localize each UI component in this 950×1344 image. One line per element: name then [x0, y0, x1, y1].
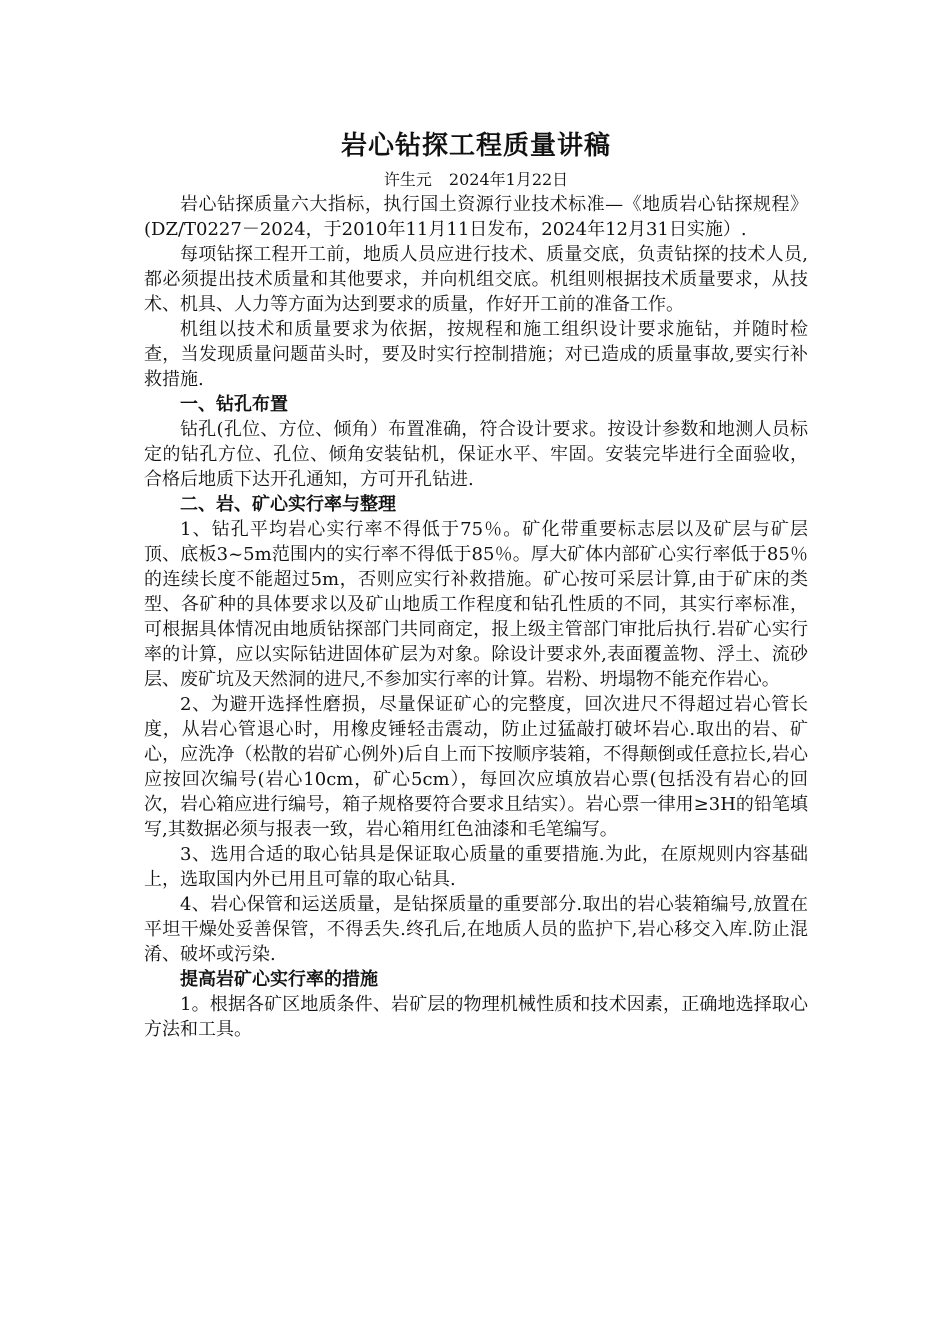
body-paragraph: 每项钻探工程开工前，地质人员应进行技术、质量交底，负责钻探的技术人员,都必须提出技术质量和其他要求，并向机组交底。机组则根据技术质量要求，从技术、机具、人力等方面为达到要求的质量，作好开工前的准备工作。	[144, 244, 808, 315]
body-paragraph: 3、选用合适的取心钻具是保证取心质量的重要措施.为此，在原规则内容基础上，选取国内外已用且可靠的取心钻具.	[144, 844, 808, 890]
body-paragraph: 1。根据各矿区地质条件、岩矿层的物理机械性质和技术因素，正确地选择取心方法和工具。	[144, 994, 808, 1040]
body-paragraph: 4、岩心保管和运送质量，是钻探质量的重要部分.取出的岩心装箱编号,放置在平坦干燥处妥善保管，不得丢失.终孔后,在地质人员的监护下,岩心移交入库.防止混淆、破坏或污染.	[144, 894, 808, 965]
body-paragraph: 机组以技术和质量要求为依据，按规程和施工组织设计要求施钻，并随时检查，当发现质量问题苗头时，要及时实行控制措施；对已造成的质量事故,要实行补救措施.	[144, 319, 808, 390]
author-name: 许生元	[383, 170, 432, 189]
section-heading: 提高岩矿心实行率的措施	[180, 969, 378, 990]
document-page	[144, 128, 808, 1042]
document-title: 岩心钻探工程质量讲稿	[340, 131, 611, 161]
document-byline	[144, 168, 808, 192]
body-paragraph: 1、钻孔平均岩心实行率不得低于75％。矿化带重要标志层以及矿层与矿层顶、底板3~5m范围内的实行率不得低于85％。厚大矿体内部矿心实行率低于85％的连续长度不能超过5m，否则应实行补救措施。矿心按可采层计算,由于矿床的类型、各矿种的具体要求以及矿山地质工作程度和钻孔性质的不同，其实行率标准，可根据具体情况由地质钻探部门共同商定，报上级主管部门审批后执行.岩矿心实行率的计算，应以实际钻进固体矿层为对象。除设计要求外,表面覆盖物、浮土、流砂层、废矿坑及天然洞的进尺,不参加实行率的计算。岩粉、坍塌物不能充作岩心。	[144, 519, 808, 690]
document-date: 2024年1月22日	[448, 170, 569, 189]
body-paragraph: 钻孔(孔位、方位、倾角）布置准确，符合设计要求。按设计参数和地测人员标定的钻孔方位、孔位、倾角安装钻机，保证水平、牢固。安装完毕进行全面验收，合格后地质下达开孔通知，方可开孔钻进.	[144, 419, 808, 490]
section-heading: 二、岩、矿心实行率与整理	[180, 494, 396, 515]
section-heading: 一、钻孔布置	[180, 394, 288, 415]
document-body	[144, 192, 808, 1042]
body-paragraph: 岩心钻探质量六大指标，执行国土资源行业技术标准—《地质岩心钻探规程》(DZ/T0227－2024，于2010年11月11日发布，2024年12月31日实施）.	[144, 194, 808, 240]
body-paragraph: 2、为避开选择性磨损，尽量保证矿心的完整度，回次进尺不得超过岩心管长度，从岩心管退心时，用橡皮锤轻击震动，防止过猛敲打破坏岩心.取出的岩、矿心，应洗净（松散的岩矿心例外)后自上而下按顺序装箱，不得颠倒或任意拉长,岩心应按回次编号(岩心10cm，矿心5cm），每回次应填放岩心票(包括没有岩心的回次，岩心箱应进行编号，箱子规格要符合要求且结实）。岩心票一律用≥3H的铅笔填写,其数据必须与报表一致，岩心箱用红色油漆和毛笔编写。	[144, 694, 808, 840]
